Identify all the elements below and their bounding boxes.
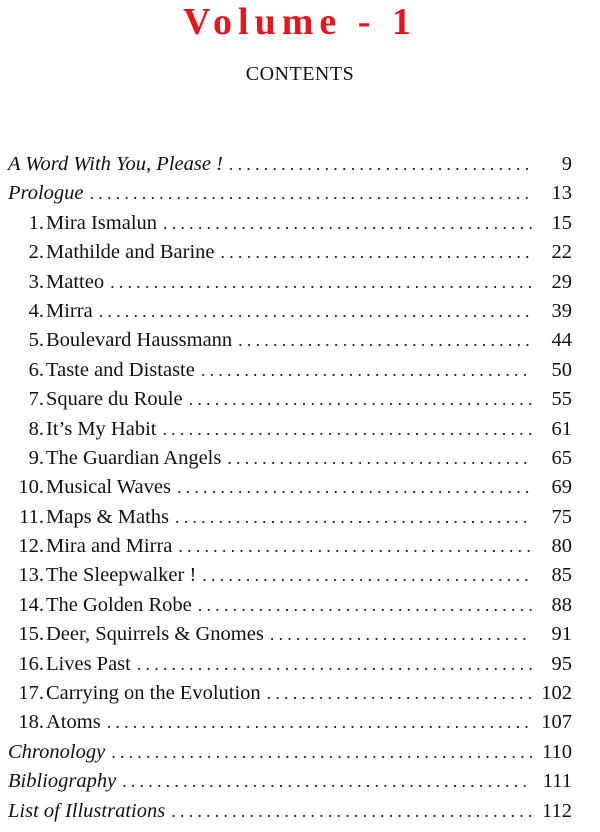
dot-leader [198, 591, 532, 620]
dot-leader [137, 650, 532, 679]
toc-chapter-number: 5. [28, 329, 44, 352]
dot-leader [202, 561, 532, 590]
toc-entry-title: Musical Waves [46, 476, 171, 499]
toc-entry [8, 679, 572, 708]
toc-entry [8, 326, 572, 355]
toc-entry-title-group [8, 738, 105, 767]
toc-page-number: 65 [551, 446, 572, 469]
toc-chapter-number: 13. [18, 564, 44, 587]
toc-entry-title-group [8, 356, 195, 385]
toc-chapter-number: 6. [28, 358, 44, 381]
dot-leader [111, 738, 532, 767]
dot-leader [110, 268, 532, 297]
dot-leader [229, 150, 532, 179]
toc-page-number: 29 [551, 270, 572, 293]
toc-entry-title-group [8, 767, 116, 796]
toc-entry-title-group [8, 297, 93, 326]
toc-entry [8, 209, 572, 238]
toc-entry [8, 415, 572, 444]
toc-page-number: 95 [551, 652, 572, 675]
toc-entry [8, 356, 572, 385]
toc-entry-title: Deer, Squirrels & Gnomes [46, 623, 264, 646]
toc-page-number: 102 [541, 682, 572, 705]
table-of-contents [8, 150, 572, 826]
toc-entry-title-group [8, 444, 221, 473]
toc-page-number: 9 [561, 153, 572, 175]
toc-entry [8, 620, 572, 649]
toc-page-number: 110 [542, 740, 572, 763]
dot-leader [270, 620, 532, 649]
toc-chapter-number: 15. [18, 623, 44, 646]
toc-entry-title: It’s My Habit [46, 417, 157, 440]
toc-entry-title-group [8, 503, 169, 532]
toc-entry-title-group [8, 620, 264, 649]
volume-title: Volume - 1 [183, 1, 417, 43]
toc-entry-title-group [8, 268, 104, 297]
toc-page-number: 107 [541, 711, 572, 734]
toc-entry [8, 179, 572, 208]
toc-entry [8, 150, 572, 179]
dot-leader [107, 708, 532, 737]
toc-entry-title: Prologue [8, 182, 84, 205]
toc-chapter-number: 8. [28, 417, 44, 440]
toc-entry-title-group [8, 385, 183, 414]
toc-page-number: 61 [551, 417, 572, 440]
toc-entry-title: Taste and Distaste [46, 358, 195, 381]
toc-entry [8, 238, 572, 267]
dot-leader [178, 532, 532, 561]
toc-entry-title-group [8, 708, 101, 737]
toc-entry-title-group [8, 150, 223, 179]
toc-entry-title: Boulevard Haussmann [46, 329, 233, 352]
toc-chapter-number: 17. [18, 682, 44, 705]
dot-leader [267, 679, 532, 708]
toc-entry-title-group [8, 561, 196, 590]
toc-entry-title-group [8, 179, 84, 208]
toc-entry [8, 561, 572, 590]
toc-entry-title: Mira Ismalun [46, 211, 158, 234]
dot-leader [175, 503, 532, 532]
toc-page-number: 80 [551, 535, 572, 558]
toc-chapter-number: 2. [28, 241, 44, 264]
toc-page-number: 112 [542, 799, 572, 822]
toc-page-number: 39 [551, 299, 572, 322]
toc-entry [8, 532, 572, 561]
toc-entry-title: Carrying on the Evolution [46, 682, 261, 705]
toc-entry-title-group [8, 591, 192, 620]
toc-entry [8, 708, 572, 737]
toc-entry [8, 767, 572, 796]
toc-entry-title: Bibliography [8, 770, 117, 793]
toc-entry [8, 473, 572, 502]
toc-entry-title: The Guardian Angels [46, 446, 222, 469]
toc-chapter-number: 11. [19, 505, 44, 528]
toc-page-number: 91 [551, 623, 572, 646]
toc-entry-title: Lives Past [46, 652, 131, 675]
toc-entry-title: Mira and Mirra [46, 535, 173, 558]
dot-leader [177, 473, 532, 502]
toc-chapter-number: 18. [18, 711, 44, 734]
toc-entry-title: List of Illustrations [8, 799, 166, 822]
toc-entry-title: A Word With You, Please ! [8, 153, 223, 175]
toc-entry [8, 797, 572, 826]
toc-entry-title-group [8, 797, 165, 826]
dot-leader [221, 238, 532, 267]
toc-page-number: 75 [551, 505, 572, 528]
toc-entry [8, 444, 572, 473]
toc-entry-title-group [8, 326, 232, 355]
toc-page-number: 55 [551, 388, 572, 411]
toc-page-number: 13 [551, 182, 572, 205]
toc-entry-title: Matteo [46, 270, 105, 293]
toc-entry-title-group [8, 473, 171, 502]
toc-entry-title: Atoms [46, 711, 101, 734]
toc-page-number: 22 [551, 241, 572, 264]
dot-leader [122, 767, 532, 796]
toc-entry [8, 268, 572, 297]
dot-leader [90, 179, 532, 208]
toc-entry-title: Square du Roule [46, 388, 183, 411]
toc-page-number: 44 [551, 329, 572, 352]
toc-entry [8, 650, 572, 679]
dot-leader [227, 444, 532, 473]
dot-leader [99, 297, 532, 326]
toc-page-number: 111 [542, 770, 572, 793]
dot-leader [171, 797, 532, 826]
dot-leader [238, 326, 532, 355]
toc-entry-title-group [8, 209, 157, 238]
toc-chapter-number: 12. [18, 535, 44, 558]
toc-page-number: 88 [551, 593, 572, 616]
toc-chapter-number: 1. [28, 211, 44, 234]
toc-entry-title: The Sleepwalker ! [46, 564, 197, 587]
dot-leader [201, 356, 532, 385]
toc-chapter-number: 7. [28, 388, 44, 411]
dot-leader [163, 209, 532, 238]
toc-entry [8, 503, 572, 532]
toc-entry-title: Chronology [8, 740, 106, 763]
toc-entry-title-group [8, 650, 131, 679]
toc-page-number: 50 [551, 358, 572, 381]
toc-chapter-number: 10. [18, 476, 44, 499]
toc-entry-title-group [8, 532, 172, 561]
toc-entry [8, 738, 572, 767]
toc-entry-title-group [8, 415, 156, 444]
toc-entry-title-group [8, 679, 261, 708]
toc-entry-title: Mathilde and Barine [46, 241, 215, 264]
toc-chapter-number: 16. [18, 652, 44, 675]
toc-entry-title: Maps & Maths [46, 505, 169, 528]
toc-entry [8, 385, 572, 414]
toc-entry-title-group [8, 238, 215, 267]
toc-chapter-number: 14. [18, 593, 44, 616]
toc-page-number: 69 [551, 476, 572, 499]
toc-chapter-number: 3. [28, 270, 44, 293]
toc-page-number: 15 [551, 211, 572, 234]
toc-entry-title: The Golden Robe [46, 593, 192, 616]
toc-entry [8, 297, 572, 326]
dot-leader [162, 415, 532, 444]
toc-entry [8, 591, 572, 620]
contents-heading: CONTENTS [245, 63, 355, 85]
toc-chapter-number: 9. [28, 446, 44, 469]
toc-entry-title: Mirra [46, 299, 93, 322]
dot-leader [189, 385, 532, 414]
toc-page-number: 85 [551, 564, 572, 587]
toc-chapter-number: 4. [28, 299, 44, 322]
